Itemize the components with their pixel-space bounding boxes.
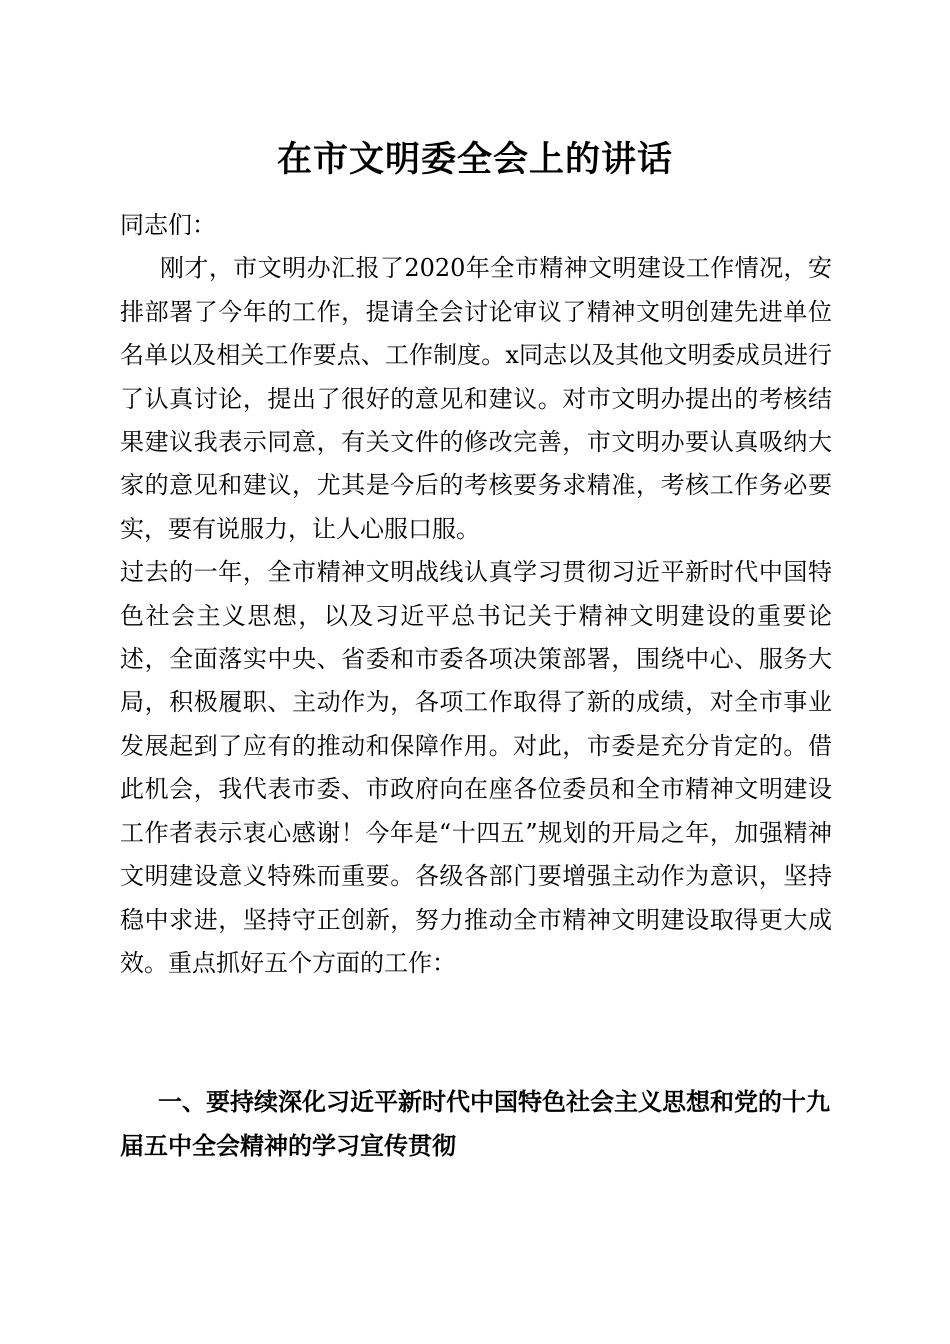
section-heading-1: 一、要持续深化习近平新时代中国特色社会主义思想和党的十九届五中全会精神的学习宣传贯彻 <box>120 1088 830 1160</box>
document-title: 在市文明委全会上的讲话 <box>276 140 673 180</box>
document-body <box>120 204 832 985</box>
paragraph-2: 过去的一年，全市精神文明战线认真学习贯彻习近平新时代中国特色社会主义思想，以及习近平总书记关于精神文明建设的重要论述，全面落实中央、省委和市委各项决策部署，围绕中心、服务大局，积极履职、主动作为，各项工作取得了新的成绩，对全市事业发展起到了应有的推动和保障作用。对此，市委是充分肯定的。借此机会，我代表市委、市政府向在座各位委员和全市精神文明建设工作者表示衷心感谢！今年是“十四五”规划的开局之年，加强精神文明建设意义特殊而重要。各级各部门要增强主动作为意识，坚持稳中求进，坚持守正创新，努力推动全市精神文明建设取得更大成效。重点抓好五个方面的工作： <box>120 558 832 977</box>
salutation: 同志们： <box>120 211 216 239</box>
paragraph-1: 刚才，市文明办汇报了2020年全市精神文明建设工作情况，安排部署了今年的工作，提请全会讨论审议了精神文明创建先进单位名单以及相关工作要点、工作制度。x同志以及其他文明委成员进行了认真讨论，提出了很好的意见和建议。对市文明办提出的考核结果建议我表示同意，有关文件的修改完善，市文明办要认真吸纳大家的意见和建议，尤其是今后的考核要务求精准，考核工作务必要实，要有说服力，让人心服口服。 <box>120 254 832 543</box>
